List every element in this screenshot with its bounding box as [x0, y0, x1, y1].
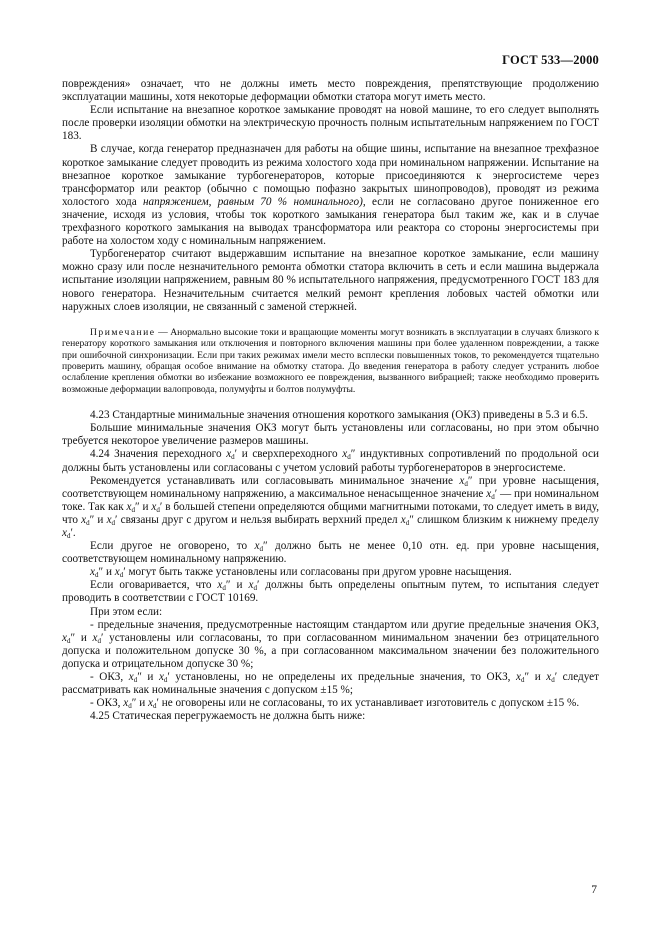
symbol-subscript: d	[156, 505, 160, 514]
symbol	[90, 566, 103, 578]
symbol	[159, 671, 170, 683]
paragraph-text: В случае, когда генератор предназначен для работы на общие шины, испытание на внезапное трехфазное короткое замыкание следует проводить из режима холостого хода при номинальном напряжении. Испытание на внезапное короткое замыкание турбогенераторов, которые присоединяются к энергосистеме через трансформатор или реактор (обычно с помощью пофазно закрытых шинопроводов), проводят из режима холостого хода	[62, 143, 599, 208]
symbol	[486, 488, 497, 500]
text: при уровне насыщения, соответствующем номинальному напряжению, а максимальное ненасыщенное значение	[62, 474, 600, 500]
text: индуктивных сопротивлений по продольной оси должны быть установлены или согласованы с учетом условий работы турбогенераторов в энергосистеме.	[62, 448, 600, 474]
symbol	[151, 501, 162, 513]
symbol-x: x	[459, 474, 465, 487]
symbol	[217, 579, 230, 591]
symbol-subscript: d	[520, 676, 525, 684]
text: и	[139, 697, 146, 710]
symbol	[93, 632, 104, 644]
symbol-prime: ″	[89, 513, 95, 526]
symbol-x: x	[516, 671, 521, 683]
clause-4-25: 4.25 Статическая перегружаемость не должна быть ниже:	[90, 710, 366, 723]
symbol-subscript: d	[464, 479, 468, 488]
symbol	[115, 566, 126, 578]
text: Если оговаривается, что	[90, 579, 212, 592]
text: - ОКЗ,	[90, 697, 121, 710]
symbol-prime: ″	[137, 671, 142, 683]
symbol-prime: ′	[115, 513, 118, 526]
symbol	[123, 697, 136, 709]
symbol	[62, 632, 75, 644]
symbol-prime: ′	[494, 487, 498, 500]
page-number: 7	[591, 884, 597, 896]
symbol-x: x	[62, 631, 67, 644]
symbol-x: x	[81, 513, 87, 526]
paragraph	[62, 566, 599, 579]
symbol-prime: ′	[554, 671, 558, 683]
symbol-x: x	[126, 500, 132, 513]
note	[62, 327, 599, 395]
symbol-prime: ″	[134, 500, 140, 513]
symbol-prime: ′	[70, 526, 73, 539]
symbol-subscript: d	[405, 518, 410, 527]
symbol	[81, 514, 94, 526]
symbol-prime: ′	[167, 671, 170, 683]
symbol-x: x	[92, 631, 98, 644]
text: слишком близким к нижнему пределу	[417, 513, 600, 526]
symbol	[127, 501, 140, 513]
symbol-subscript: d	[97, 636, 102, 645]
symbol-prime: ″	[524, 671, 530, 683]
text: Если другое не оговорено, то	[90, 540, 248, 553]
symbol-x: x	[128, 671, 134, 683]
symbol-prime: ″	[98, 566, 104, 579]
symbol-x: x	[90, 566, 95, 579]
symbol	[248, 579, 259, 591]
text: .	[72, 526, 76, 539]
symbol	[62, 527, 73, 539]
text: и	[147, 671, 154, 683]
symbol-subscript: d	[491, 492, 495, 501]
symbol-subscript: d	[119, 571, 124, 580]
symbol-x: x	[217, 579, 223, 592]
symbol-prime: ′	[156, 697, 159, 710]
paragraph	[62, 579, 599, 605]
symbol-prime: ′	[256, 579, 260, 592]
symbol-x: x	[254, 540, 260, 553]
text: и	[80, 631, 87, 644]
symbol-x: x	[248, 579, 254, 592]
symbol-subscript: d	[231, 453, 235, 462]
text: могут быть также установлены или согласованы при другом уровне насыщения.	[128, 566, 512, 579]
symbol-subscript: d	[259, 545, 263, 554]
paragraph: При этом если:	[90, 605, 163, 618]
symbol-prime: ′	[101, 631, 104, 644]
symbol	[254, 540, 267, 552]
symbol-x: x	[342, 448, 348, 461]
paragraph	[62, 540, 599, 566]
symbol-x: x	[148, 697, 153, 710]
symbol-prime: ″	[467, 474, 473, 487]
paragraph-text: если не согласовано другое пониженное его значение, исходя из условия, чтобы ток короткого замыкания генератора был таким же, как и в случае трехфазного короткого замыкания на выводах трансформатора или реактора со стороны энергосистемы при работе на холостом ходу с номинальным напряжением.	[62, 195, 599, 248]
symbol-subscript: d	[222, 584, 226, 593]
symbol	[226, 448, 237, 460]
text: и	[142, 500, 149, 513]
symbol-subscript: d	[163, 676, 168, 684]
symbol	[342, 448, 355, 460]
symbol-subscript: d	[152, 702, 157, 711]
text: установлены, но не определены их предельные значения, то ОКЗ,	[175, 671, 511, 683]
symbol-subscript: d	[253, 584, 257, 593]
list-item	[62, 671, 599, 697]
text: не оговорены или не согласованы, то их устанавливает изготовитель с допуском ±15 %.	[161, 697, 580, 710]
symbol-prime: ″	[409, 513, 414, 526]
paragraph	[62, 143, 599, 248]
symbol-x: x	[226, 448, 232, 461]
symbol	[516, 671, 529, 683]
text: установлены или согласованы, то при согласованном минимальном значении без отрицательного допуска и положительном допуске 30 %, а при согласованном максимальном значении без положительного допуска и отрицательном допуске 30 %;	[62, 631, 600, 670]
symbol-prime: ″	[131, 697, 137, 710]
text: Рекомендуется устанавливать или согласовывать минимальное значение	[90, 474, 453, 487]
paragraph: Турбогенератор считают выдержавшим испытание на внезапное короткое замыкание, если машину можно сразу или после незначительного ремонта обмотки статора включить в сеть и если машина выдержала испытание изоляции напряжением, равным 80 % испытательного напряжения, предусмотренного ГОСТ 183 для нового генератора. Незначительным считается мелкий ремонт крепления лобовых частей обмотки или наружных слоев изоляции, не связанный с заменой стержней.	[62, 248, 599, 313]
list-item	[62, 697, 599, 710]
symbol-x: x	[158, 671, 164, 683]
clause-4-23: 4.23 Стандартные минимальные значения отношения короткого замыкания (ОКЗ) приведены в 5.3 и 6.5.	[90, 409, 588, 422]
symbol-subscript: d	[551, 676, 555, 684]
symbol-prime: ″	[350, 448, 356, 461]
symbol	[129, 671, 142, 683]
text: и	[105, 566, 112, 579]
symbol-prime: ″	[70, 631, 76, 644]
text: 4.24 Значения переходного	[90, 448, 222, 461]
text: следует рассматривать как номинальные значения с допуском ±15 %;	[62, 671, 600, 697]
symbol-subscript: d	[111, 518, 116, 527]
symbol	[401, 514, 414, 526]
text: и сверхпереходного	[241, 448, 338, 461]
symbol-subscript: d	[86, 518, 90, 527]
symbol-subscript: d	[128, 702, 132, 711]
paragraph: Если испытание на внезапное короткое замыкание проводят на новой машине, то его следует выполнять после проверки изоляции обмотки на электрическую прочность полным испытательным напряжением по ГОСТ 183.	[62, 104, 599, 143]
symbol-subscript: d	[347, 453, 351, 462]
symbol-x: x	[400, 513, 406, 526]
paragraph: повреждения» означает, что не должны иметь место повреждения, препятствующие продолжению эксплуатации машины, хотя некоторые деформации обмотки статора могут иметь место.	[62, 78, 599, 104]
symbol-x: x	[106, 513, 112, 526]
text: и	[236, 579, 243, 592]
text: должно быть не менее 0,10 отн. ед. при уровне насыщения, соответствующем номинальному напряжению.	[62, 540, 599, 566]
emphasis-text: напряжением, равным 70 % номинального),	[143, 195, 366, 208]
text: в большей степени определяются общими магнитными потоками, то следует иметь в виду, что	[62, 500, 599, 526]
text: - предельные значения, предусмотренные настоящим стандартом или другие предельные значения ОКЗ,	[90, 618, 599, 631]
text: — при номинальном токе. Так как	[62, 487, 600, 513]
symbol-prime: ′	[159, 500, 163, 513]
text: связаны друг с другом и нельзя выбирать верхний предел	[120, 513, 398, 526]
document-body	[62, 78, 599, 723]
note-label: Примечание	[90, 326, 156, 338]
symbol-x: x	[123, 697, 129, 710]
symbol	[107, 514, 118, 526]
symbol-subscript: d	[66, 531, 71, 540]
text: должны быть определены опытным путем, то испытания следует проводить в соответствии с ГОСТ 10169.	[62, 579, 600, 605]
symbol-x: x	[114, 566, 120, 579]
symbol-x: x	[62, 526, 67, 539]
symbol-subscript: d	[133, 676, 138, 684]
symbol-prime: ″	[262, 540, 268, 553]
note-text: — Анормально высокие токи и вращающие моменты могут возникать в эксплуатации в случаях близкого к генератору короткого замыкания или отключения и повторного включения машины при более удаленном повреждении, а также при ошибочной синхронизации. Если при таких режимах имели место всплески повышенных токов, то рекомендуется тщательно проверить машину, обращая особое внимание на обмотку статора. До введения генератора в работу следует устранить любое ослабление крепления обмотки во избежание возможного ее повреждения, вызванного вибрацией; также необходимо проверить возможные деформации валопровода, полумуфты и болтов полумуфты.	[62, 326, 599, 395]
symbol-subscript: d	[66, 636, 71, 645]
symbol-prime: ′	[123, 566, 126, 579]
symbol-subscript: d	[94, 571, 99, 580]
clause-4-24	[62, 448, 599, 474]
paragraph: Большие минимальные значения ОКЗ могут быть установлены или согласованы, но при этом обычно требуется некоторое увеличение размеров машины.	[62, 422, 599, 448]
text: и	[97, 513, 104, 526]
list-item	[62, 619, 599, 671]
paragraph	[62, 475, 599, 540]
symbol-x: x	[546, 671, 552, 683]
symbol	[459, 475, 472, 487]
symbol-prime: ″	[225, 579, 231, 592]
text: и	[534, 671, 541, 683]
symbol	[546, 671, 557, 683]
symbol-x: x	[151, 500, 157, 513]
symbol-prime: ′	[234, 448, 238, 461]
symbol-subscript: d	[131, 505, 135, 514]
symbol-x: x	[486, 487, 492, 500]
symbol	[148, 697, 159, 709]
text: - ОКЗ,	[90, 671, 124, 683]
standard-code-header: ГОСТ 533—2000	[502, 53, 599, 67]
